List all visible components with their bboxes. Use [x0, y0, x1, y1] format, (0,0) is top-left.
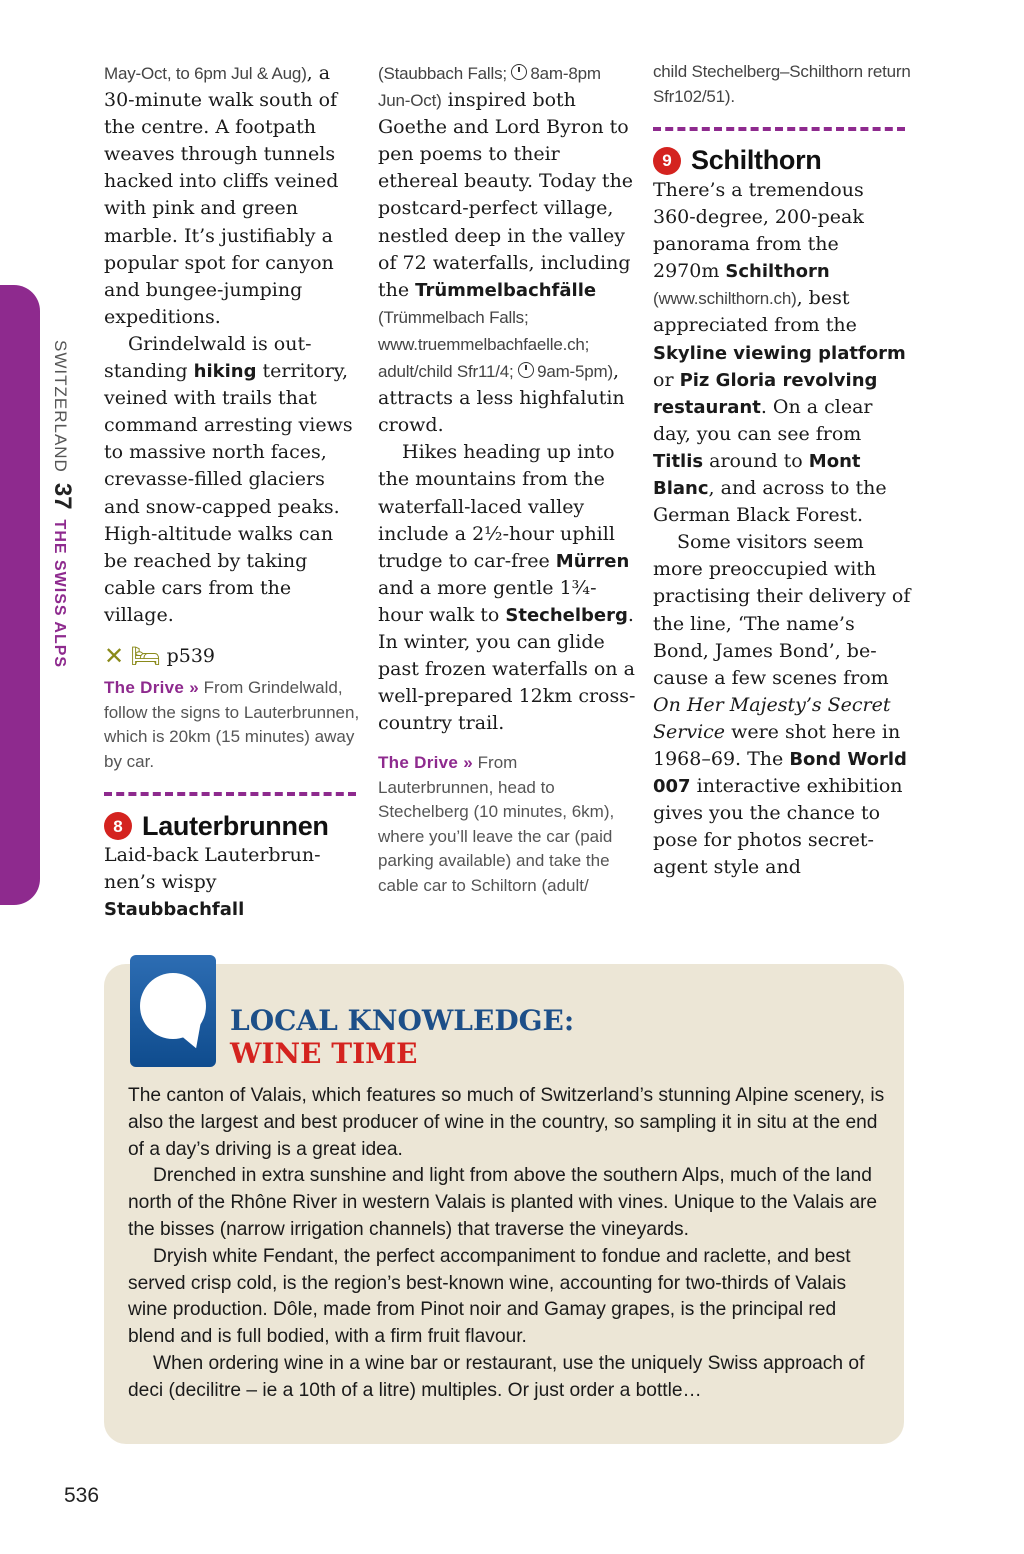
paragraph: Grindelwald is outstanding hiking territory, veined with trails that command arresting views to massive north faces, crevasse-filled glaciers and snow-capped peaks. High-altitude walks can be reached by taking cable cars from the village. — [104, 332, 353, 626]
stop-heading — [653, 147, 911, 175]
local-knowledge-heading: LOCAL KNOWLEDGE: — [230, 1004, 575, 1037]
cutlery-icon: ✕ — [104, 641, 125, 670]
side-route-number: 37 — [49, 482, 76, 510]
paragraph: When ordering wine in a wine bar or restaurant, use the uniquely Swiss approach of deci (decilitre – ie a 10th of a litre) multiples. Or just order a bottle… — [128, 1352, 865, 1401]
local-knowledge-subheading: WINE TIME — [230, 1037, 418, 1070]
speech-bubble-icon — [130, 955, 216, 1067]
paragraph: Hikes heading up into the mountains from the waterfall-laced valley include a 2½-hour uphill trudge to car-free Mürren and a more gentle 1¾-hour walk to Stechelberg. In winter, you can glide past frozen waterfalls on a well-prepared 12km cross-country trail. — [378, 441, 636, 735]
clock-icon — [511, 64, 527, 80]
page-number: 536 — [64, 1484, 100, 1507]
page-reference: p539 — [166, 644, 216, 667]
paragraph: May-Oct, to 6pm Jul & Aug), a 30-minute walk south of the centre. A footpath weaves through tunnels hacked into cliffs veined with pink and green marble. It’s justifiably a popular spot for canyon and bungee-jumping expeditions. — [104, 62, 339, 328]
eat-sleep-ref — [104, 643, 362, 670]
paragraph: There’s a tremendous 360-degree, 200-peak panorama from the 2970m Schilthorn (www.schilthorn.ch), best appreciated from the Skyline viewing platform or Piz Gloria revolving restaurant. On a clear day, you can see from Titlis around to Mont Blanc, and across to the German Black Forest. — [653, 179, 906, 527]
paragraph: child Stechelberg–Schilthorn return Sfr102/51). — [653, 62, 911, 106]
paragraph: Dryish white Fendant, the perfect accompaniment to fondue and raclette, and best served crisp cold, is the region’s best-known wine, accounting for two-thirds of Valais wine production. Dôle, made from Pinot noir and Gamay grapes, is the principal red blend and is full bodied, with a firm fruit flavour. — [128, 1245, 851, 1348]
local-knowledge-title — [230, 1004, 574, 1070]
text-column-2 — [378, 60, 636, 898]
chapter-side-tab — [0, 285, 40, 905]
drive-note: The Drive » From Grindelwald, follow the signs to Lauterbrunnen, which is 20km (15 minutes) away by car. — [104, 678, 360, 771]
stop-heading — [104, 812, 362, 840]
paragraph: Laid-back Lauterbrunnen’s wispy Staubbachfall — [104, 844, 321, 921]
stop-name: Lauterbrunnen — [142, 810, 329, 841]
side-route-title: THE SWISS ALPS — [51, 519, 68, 669]
paragraph: Drenched in extra sunshine and light from above the southern Alps, much of the land north of the Rhône River in western Valais is planted with vines. Unique to the Valais are the bisses (narrow irrigation channels) that traverse the vineyards. — [128, 1165, 878, 1240]
side-country: SWITZERLAND — [51, 340, 70, 473]
text-column-1 — [104, 60, 362, 923]
paragraph: Some visitors seem more preoccupied with practising their delivery of the line, ‘The name’s Bond, James Bond’, because a few scenes from On Her Majesty’s Secret Service were shot here in 1968–69. The Bond World 007 interactive exhibition gives you the chance to pose for photos secret-agent style and — [653, 531, 911, 879]
text-column-3 — [653, 60, 911, 881]
section-divider — [104, 792, 356, 796]
paragraph: (Staubbach Falls; 8am-8pm Jun-Oct) inspired both Goethe and Lord Byron to pen poems to their ethereal beauty. Today the postcard-perfect village, nestled deep in the valley of 72 waterfalls, including the Trümmelbachfälle (Trümmelbach Falls; www.truemmelbachfaelle.ch; adult/child Sfr11/4; 9am-5pm), attracts a less highfalutin crowd. — [378, 64, 634, 437]
stop-number-badge: 8 — [104, 812, 132, 840]
stop-number-badge: 9 — [653, 147, 681, 175]
section-divider — [653, 127, 905, 131]
drive-note: The Drive » From Lauterbrunnen, head to Stechelberg (10 minutes, 6km), where you’ll leave the car (paid parking available) and take the cable car to Schiltorn (adult/ — [378, 753, 615, 895]
clock-icon — [518, 362, 534, 378]
chapter-side-label — [46, 340, 80, 670]
paragraph: The canton of Valais, which features so much of Switzerland’s stunning Alpine scenery, is also the largest and best producer of wine in the country, so sampling it in situ at the end of a day’s driving is a great idea. — [128, 1085, 885, 1160]
stop-name: Schilthorn — [691, 145, 822, 176]
bed-icon: 🛏 — [130, 641, 161, 670]
local-knowledge-body — [128, 1083, 888, 1405]
